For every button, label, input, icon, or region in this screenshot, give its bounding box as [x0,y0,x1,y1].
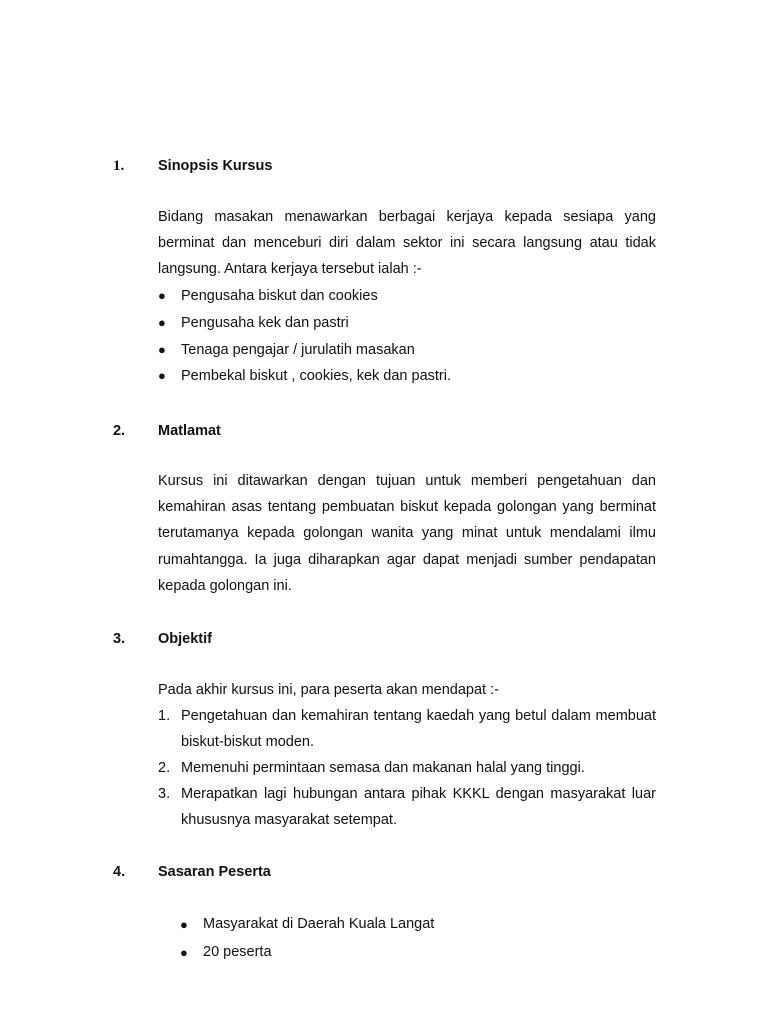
participant-list [180,911,640,966]
list-number: 3. [158,786,171,802]
list-item: ● Pengusaha biskut dan cookies [158,283,656,310]
list-item: 3. Merapatkan lagi hubungan antara pihak KKKL dengan masyarakat luar khususnya masyarakat setempat. [158,781,656,833]
section-number: 1. [113,158,125,174]
section-title: Sasaran Peserta [158,864,271,880]
bullet-icon: ● [180,944,188,960]
section-number: 3. [113,631,126,647]
section-number: 2. [113,423,126,439]
list-item: ● 20 peserta [180,939,640,967]
list-item: 1. Pengetahuan dan kemahiran tentang kaedah yang betul dalam membuat biskut-biskut moden. [158,703,656,755]
section-intro: Pada akhir kursus ini, para peserta akan mendapat :- [158,682,499,698]
bullet-icon: ● [180,917,188,932]
list-number: 1. [158,708,171,724]
list-item: ● Pembekal biskut , cookies, kek dan pastri. [158,363,656,390]
list-item: ● Tenaga pengajar / jurulatih masakan [158,337,656,364]
section-paragraph: Bidang masakan menawarkan berbagai kerjaya kepada sesiapa yang berminat dan menceburi diri dalam sektor ini secara langsung atau tidak langsung. Antara kerjaya tersebut ialah :- [158,209,656,278]
section-number: 4. [113,864,126,880]
objective-list [158,703,656,833]
section-title: Sinopsis Kursus [158,158,273,174]
list-number: 2. [158,760,171,776]
list-item: 2. Memenuhi permintaan semasa dan makanan halal yang tinggi. [158,755,656,781]
section-title: Objektif [158,631,212,647]
section-paragraph: Kursus ini ditawarkan dengan tujuan untuk memberi pengetahuan dan kemahiran asas tentang pembuatan biskut kepada golongan yang berminat terutamanya kepada golongan wanita yang minat untuk mendalami ilmu rumahtangga. Ia juga diharapkan agar dapat menjadi sumber pendapatan kepada golongan ini. [158,473,656,594]
bullet-icon: ● [158,314,166,330]
career-list [158,283,656,390]
section-title: Matlamat [158,423,221,439]
bullet-icon: ● [158,341,166,357]
list-item: ● Pengusaha kek dan pastri [158,310,656,337]
list-item: ● Masyarakat di Daerah Kuala Langat [180,911,640,939]
bullet-icon: ● [158,368,166,384]
bullet-icon: ● [158,288,166,303]
